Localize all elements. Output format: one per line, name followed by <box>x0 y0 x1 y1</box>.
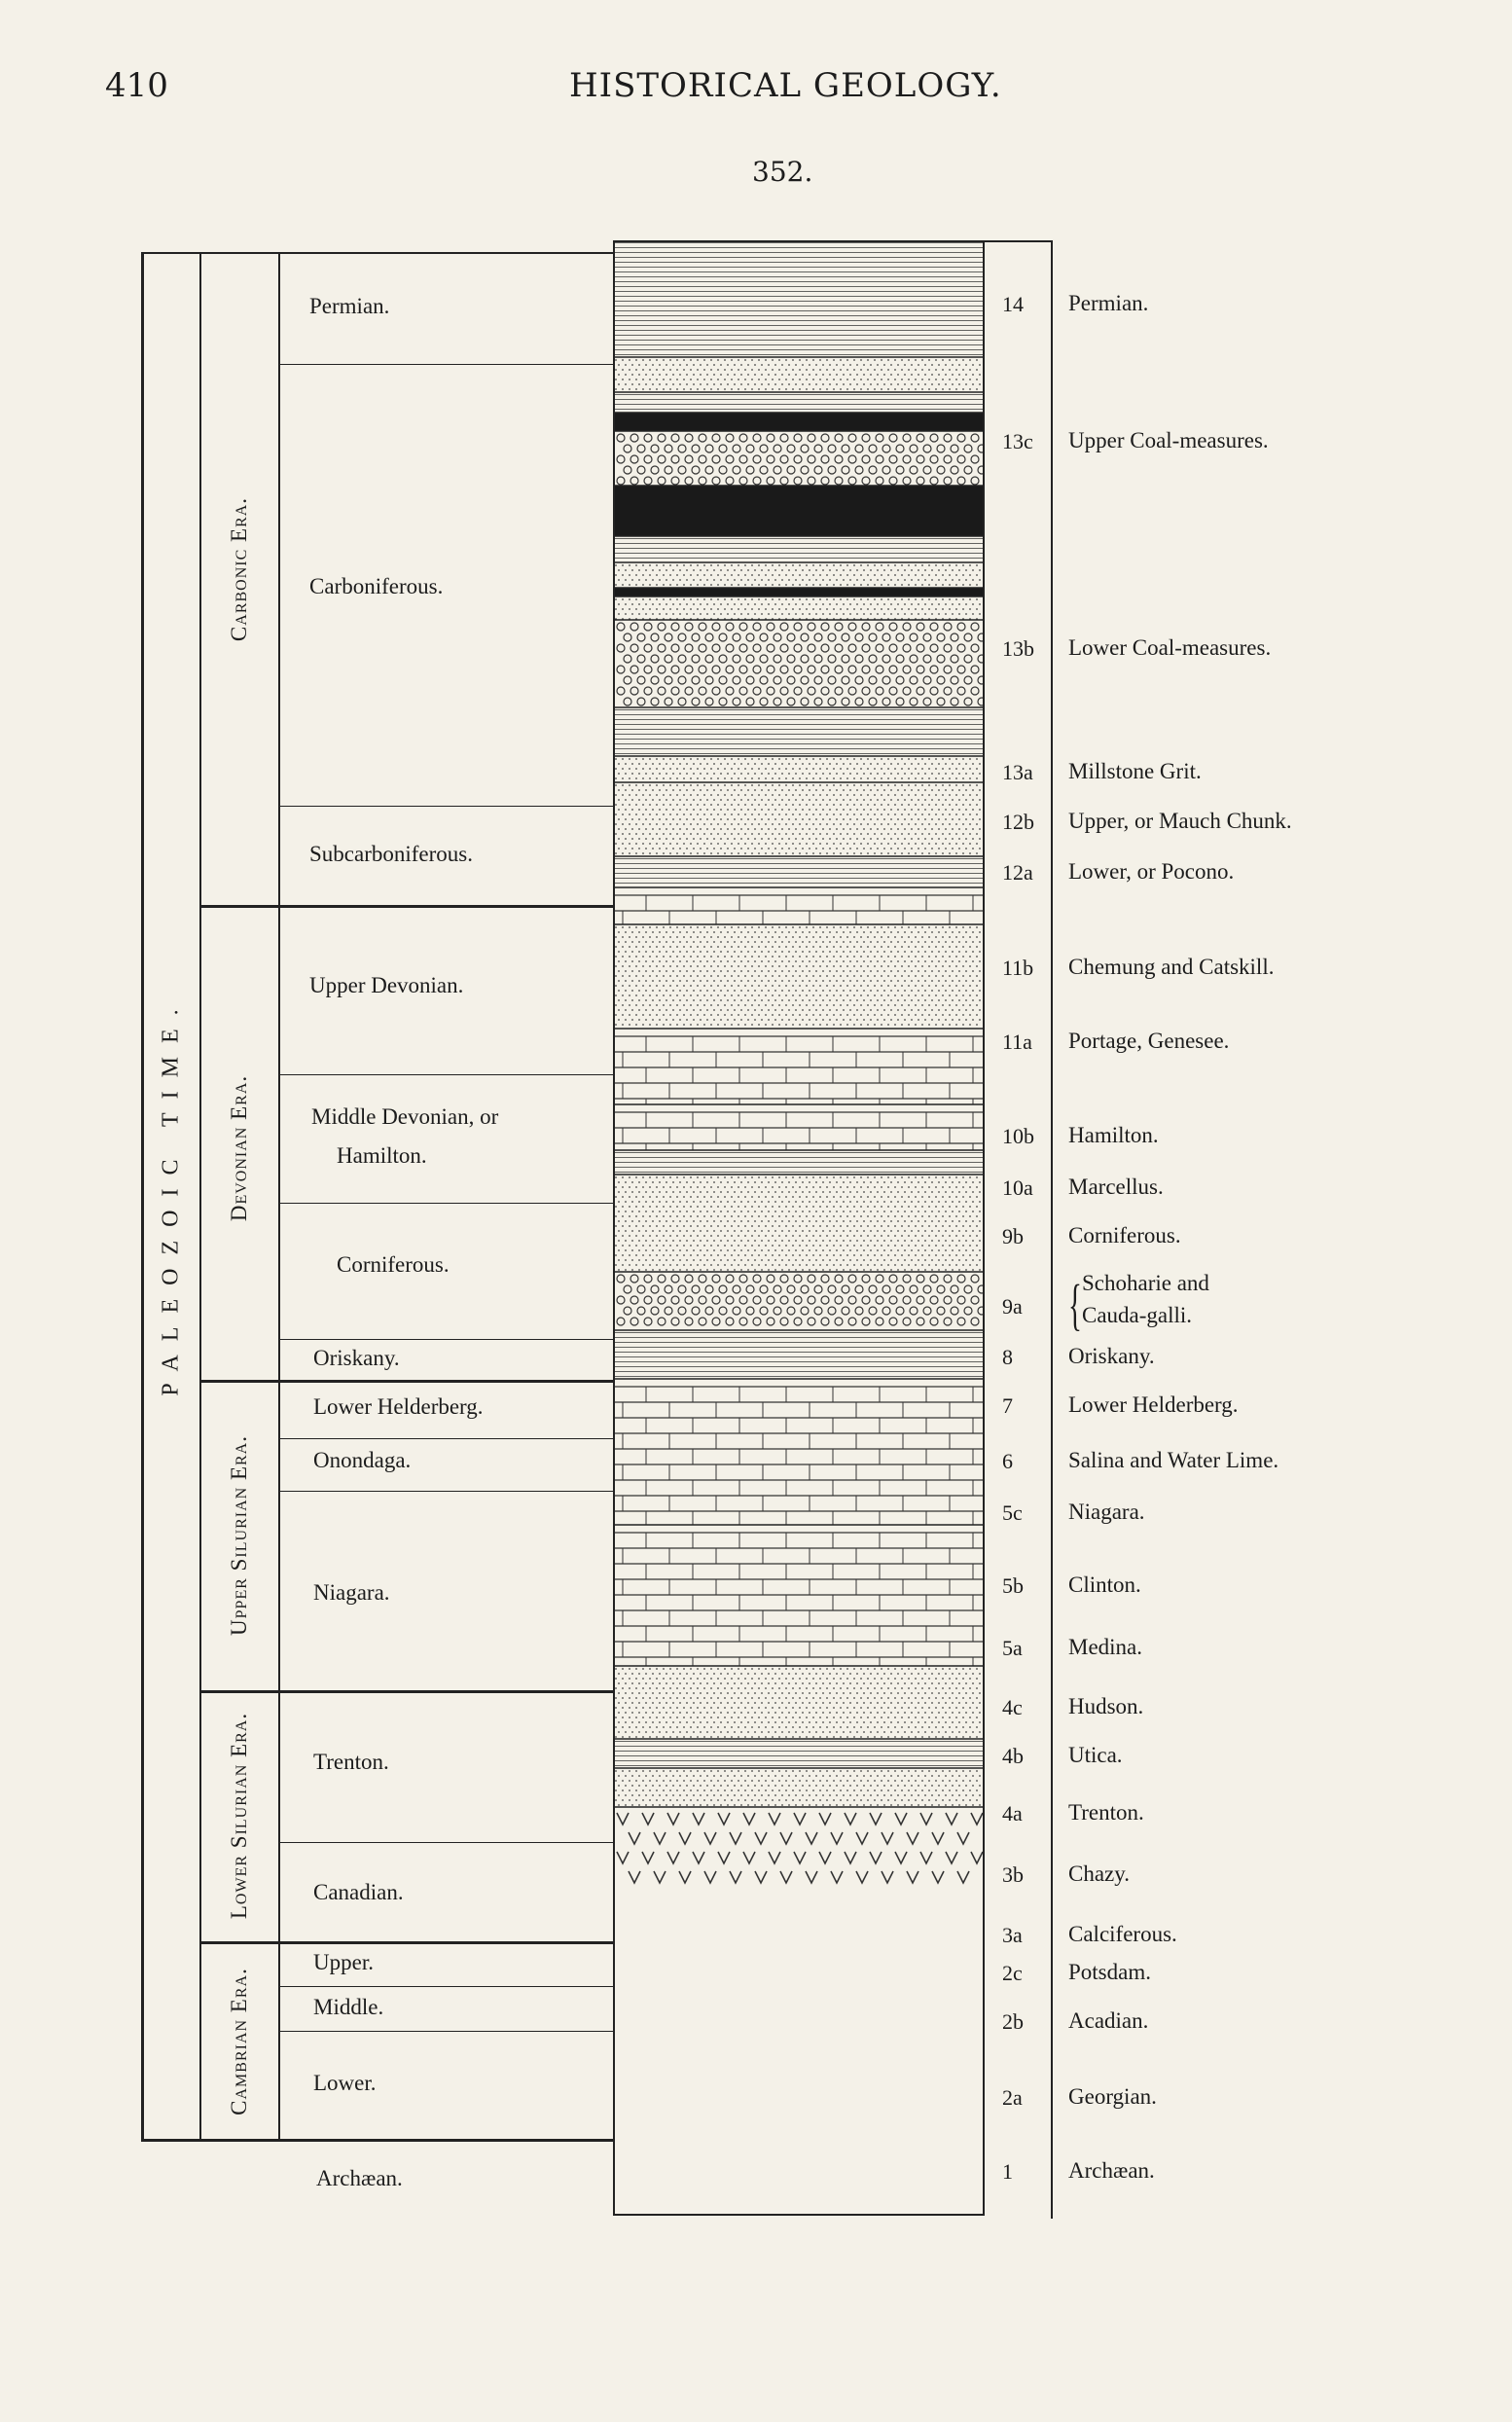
stratum-shale <box>613 707 985 756</box>
formation-number: 4b <box>1002 1744 1024 1768</box>
formation-number: 3a <box>1002 1923 1023 1947</box>
age-label: Upper. <box>313 1950 374 1974</box>
age-label: Middle. <box>313 1995 384 2019</box>
running-title: HISTORICAL GEOLOGY. <box>569 66 1002 105</box>
era-label-devonian: Devonian Era. <box>227 1074 251 1222</box>
age-label: Lower. <box>313 2071 377 2095</box>
stratum-conglomerate <box>613 431 985 486</box>
formation-number: 13c <box>1002 429 1033 453</box>
age-label: Lower Helderberg. <box>313 1394 484 1419</box>
formation-number: 1 <box>1002 2159 1013 2184</box>
age-label: Niagara. <box>313 1580 390 1605</box>
stratum-shale <box>613 1330 985 1379</box>
formation-number: 5b <box>1002 1573 1024 1598</box>
formation-name: Chemung and Catskill. <box>1068 955 1275 979</box>
formation-name: Hamilton. <box>1068 1123 1159 1147</box>
frame-line <box>1051 240 1053 2219</box>
time-label: PALEOZOIC TIME. <box>158 995 184 1396</box>
formation-number: 4c <box>1002 1695 1023 1719</box>
era-label-lower-silurian: Lower Silurian Era. <box>227 1712 251 1920</box>
formation-number: 10a <box>1002 1175 1033 1200</box>
formation-name: Portage, Genesee. <box>1068 1029 1230 1053</box>
formation-name: Upper Coal-measures. <box>1068 428 1269 452</box>
era-divider <box>199 905 613 908</box>
formation-name: Archæan. <box>1068 2158 1155 2183</box>
stratum-archaean <box>613 1807 985 1895</box>
age-divider <box>278 2031 613 2032</box>
age-label: Corniferous. <box>337 1252 450 1277</box>
formation-name: Niagara. <box>1068 1500 1145 1524</box>
formation-name: Lower Coal-measures. <box>1068 635 1272 660</box>
age-label: Oriskany. <box>313 1346 400 1370</box>
formation-number: 12a <box>1002 860 1033 885</box>
formation-number: 11b <box>1002 956 1034 980</box>
stratum-sandstone <box>613 756 985 782</box>
stratum-sandstone <box>613 357 985 392</box>
formation-name: Utica. <box>1068 1743 1123 1767</box>
formation-number: 13b <box>1002 636 1034 661</box>
age-divider <box>278 1203 613 1204</box>
stratum-conglomerate <box>613 620 985 707</box>
formation-name: Millstone Grit. <box>1068 759 1202 783</box>
page-number: 410 <box>105 66 168 105</box>
stratum-sandstone <box>613 596 985 620</box>
frame-line <box>141 252 613 254</box>
stratum-conglomerate <box>613 1272 985 1330</box>
formation-brace: { <box>1068 1273 1082 1336</box>
formation-name: Corniferous. <box>1068 1223 1181 1247</box>
stratum-coal <box>613 588 985 596</box>
age-label: Canadian. <box>313 1880 404 1904</box>
formation-number: 3b <box>1002 1862 1024 1887</box>
age-label: Hamilton. <box>337 1143 427 1168</box>
age-label: Permian. <box>309 294 390 318</box>
formation-number: 5a <box>1002 1636 1023 1660</box>
formation-name: Calciferous. <box>1068 1922 1177 1946</box>
age-label: Archæan. <box>316 2166 403 2190</box>
stratum-shale <box>613 1150 985 1175</box>
stratum-shale <box>613 536 985 562</box>
era-divider <box>199 1690 613 1693</box>
formation-name: Permian. <box>1068 291 1149 315</box>
age-divider <box>278 1339 613 1340</box>
formation-name: Acadian. <box>1068 2008 1149 2033</box>
formation-name: Salina and Water Lime. <box>1068 1448 1279 1472</box>
formation-number: 9a <box>1002 1294 1023 1319</box>
formation-number: 11a <box>1002 1030 1032 1054</box>
stratum-shale <box>613 1739 985 1768</box>
era-label-carbonic: Carbonic Era. <box>227 496 251 642</box>
stratum-sandstone <box>613 782 985 856</box>
formation-number: 13a <box>1002 760 1033 784</box>
formation-number: 6 <box>1002 1449 1013 1473</box>
formation-number: 2c <box>1002 1961 1023 1985</box>
age-label: Trenton. <box>313 1750 389 1774</box>
stratum-shale <box>613 856 985 887</box>
stratum-limestone <box>613 887 985 924</box>
stratum-coal <box>613 486 985 536</box>
stratum-limestone <box>613 1379 985 1525</box>
formation-number: 8 <box>1002 1345 1013 1369</box>
age-divider <box>278 806 613 807</box>
age-divider <box>278 364 613 365</box>
age-label: Subcarboniferous. <box>309 842 473 866</box>
stratum-limestone <box>613 1029 985 1104</box>
stratum-shale <box>613 240 985 357</box>
figure-number: 352. <box>752 156 813 188</box>
age-label: Middle Devonian, or <box>311 1104 499 1129</box>
frame-line <box>141 2139 613 2142</box>
age-divider <box>278 1438 613 1439</box>
formation-name: Oriskany. <box>1068 1344 1155 1368</box>
frame-line <box>141 252 144 2141</box>
formation-number: 14 <box>1002 292 1024 316</box>
formation-number: 12b <box>1002 810 1034 834</box>
era-divider <box>199 1380 613 1383</box>
formation-name: Cauda-galli. <box>1082 1303 1193 1327</box>
formation-name: Clinton. <box>1068 1572 1141 1597</box>
frame-line <box>199 252 201 2139</box>
age-divider <box>278 1491 613 1492</box>
formation-number: 9b <box>1002 1224 1024 1248</box>
formation-name: Lower, or Pocono. <box>1068 859 1235 884</box>
age-divider <box>278 1986 613 1987</box>
formation-name: Georgian. <box>1068 2084 1157 2109</box>
formation-name: Schoharie and <box>1082 1271 1209 1295</box>
stratum-sandstone <box>613 924 985 1029</box>
formation-name: Medina. <box>1068 1635 1143 1659</box>
age-label: Onondaga. <box>313 1448 412 1472</box>
formation-name: Upper, or Mauch Chunk. <box>1068 809 1292 833</box>
stratum-sandstone <box>613 1666 985 1739</box>
stratum-coal <box>613 413 985 431</box>
formation-name: Lower Helderberg. <box>1068 1392 1239 1417</box>
stratum-limestone <box>613 1525 985 1666</box>
formation-number: 10b <box>1002 1124 1034 1148</box>
stratum-shale <box>613 392 985 413</box>
stratum-sandstone <box>613 1175 985 1272</box>
formation-number: 2a <box>1002 2085 1023 2110</box>
formation-number: 4a <box>1002 1801 1023 1826</box>
stratum-limestone <box>613 1104 985 1150</box>
formation-number: 5c <box>1002 1500 1023 1525</box>
formation-name: Hudson. <box>1068 1694 1144 1718</box>
strata-column <box>613 240 985 2219</box>
formation-name: Trenton. <box>1068 1800 1144 1825</box>
formation-number: 7 <box>1002 1393 1013 1418</box>
stratum-sandstone <box>613 1768 985 1807</box>
era-label-upper-silurian: Upper Silurian Era. <box>227 1435 251 1636</box>
frame-line <box>981 240 1052 242</box>
age-divider <box>278 1842 613 1843</box>
formation-number: 2b <box>1002 2009 1024 2034</box>
formation-name: Chazy. <box>1068 1862 1131 1886</box>
age-label: Carboniferous. <box>309 574 444 598</box>
stratum-sandstone <box>613 562 985 588</box>
age-divider <box>278 1074 613 1075</box>
era-divider <box>199 1941 613 1944</box>
era-label-cambrian: Cambrian Era. <box>227 1968 251 2115</box>
formation-name: Potsdam. <box>1068 1960 1151 1984</box>
age-label: Upper Devonian. <box>309 973 464 997</box>
frame-line <box>278 252 280 2139</box>
formation-name: Marcellus. <box>1068 1175 1164 1199</box>
